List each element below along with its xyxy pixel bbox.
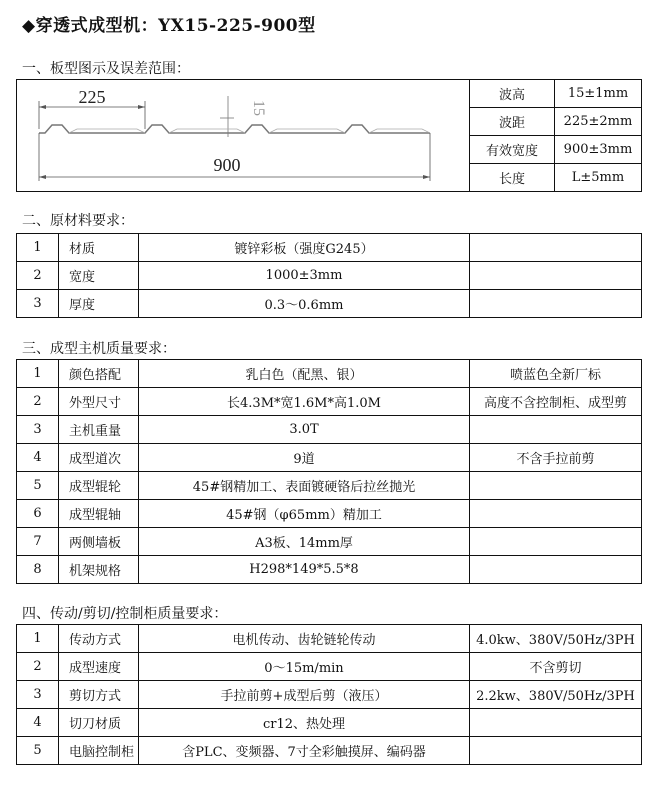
item-note <box>470 737 642 765</box>
item-note: 4.0kw、380V/50Hz/3PH <box>470 625 642 653</box>
item-value: 含PLC、变频器、7寸全彩触摸屏、编码器 <box>139 737 470 765</box>
row-number: 4 <box>17 709 59 737</box>
item-name: 机架规格 <box>59 556 139 584</box>
table-row <box>17 360 642 388</box>
profile-param-name: 波高 <box>470 80 555 108</box>
row-number: 6 <box>17 500 59 528</box>
item-value: 0.3～0.6mm <box>139 290 470 318</box>
item-name: 外型尺寸 <box>59 388 139 416</box>
item-note: 不含剪切 <box>470 653 642 681</box>
item-value: 1000±3mm <box>139 262 470 290</box>
table-row <box>17 625 642 653</box>
item-name: 成型道次 <box>59 444 139 472</box>
item-note: 不含手拉前剪 <box>470 444 642 472</box>
row-number: 3 <box>17 290 59 318</box>
item-note: 喷蓝色全新厂标 <box>470 360 642 388</box>
table-row <box>17 472 642 500</box>
item-name: 成型速度 <box>59 653 139 681</box>
section-title-materials: 二、原材料要求： <box>22 213 134 229</box>
row-number: 3 <box>17 681 59 709</box>
item-name: 厚度 <box>59 290 139 318</box>
table-row <box>17 444 642 472</box>
item-note <box>470 709 642 737</box>
profile-drawing-cell <box>17 80 470 192</box>
item-value: 9道 <box>139 444 470 472</box>
drive-table <box>16 624 642 765</box>
profile-param-value: 225±2mm <box>555 108 642 136</box>
section-title-profile: 一、板型图示及误差范围： <box>22 61 190 77</box>
item-value: 镀锌彩板（强度G245） <box>139 234 470 262</box>
item-value: 3.0T <box>139 416 470 444</box>
section-title-main-machine: 三、成型主机质量要求： <box>22 341 176 357</box>
profile-param-name: 长度 <box>470 164 555 192</box>
table-row <box>17 653 642 681</box>
row-number: 1 <box>17 360 59 388</box>
table-row <box>17 528 642 556</box>
materials-table <box>16 233 642 318</box>
item-name: 主机重量 <box>59 416 139 444</box>
table-row <box>17 262 642 290</box>
table-row <box>17 416 642 444</box>
item-name: 传动方式 <box>59 625 139 653</box>
item-value: 45#钢精加工、表面镀硬铬后拉丝抛光 <box>139 472 470 500</box>
item-name: 宽度 <box>59 262 139 290</box>
item-value: 45#钢（φ65mm）精加工 <box>139 500 470 528</box>
pitch-dimension-label: 225 <box>78 86 106 107</box>
table-row <box>17 681 642 709</box>
section-title-drive: 四、传动/剪切/控制柜质量要求： <box>22 606 228 622</box>
main-machine-table <box>16 359 642 584</box>
item-note <box>470 416 642 444</box>
item-name: 切刀材质 <box>59 709 139 737</box>
row-number: 2 <box>17 262 59 290</box>
item-name: 材质 <box>59 234 139 262</box>
item-note <box>470 528 642 556</box>
item-name: 成型辊轴 <box>59 500 139 528</box>
row-number: 4 <box>17 444 59 472</box>
width-dimension-label: 900 <box>213 154 241 175</box>
item-value: cr12、热处理 <box>139 709 470 737</box>
item-value: 手拉前剪+成型后剪（液压） <box>139 681 470 709</box>
item-value: 0～15m/min <box>139 653 470 681</box>
item-value: 长4.3M*宽1.6M*高1.0M <box>139 388 470 416</box>
item-value: A3板、14mm厚 <box>139 528 470 556</box>
profile-param-value: 900±3mm <box>555 136 642 164</box>
row-number: 1 <box>17 625 59 653</box>
table-row <box>17 80 642 108</box>
profile-drawing <box>17 81 469 191</box>
table-row <box>17 709 642 737</box>
table-row <box>17 737 642 765</box>
row-number: 1 <box>17 234 59 262</box>
item-value: 乳白色（配黑、银） <box>139 360 470 388</box>
item-name: 颜色搭配 <box>59 360 139 388</box>
item-name: 成型辊轮 <box>59 472 139 500</box>
height-dimension-label: 15 <box>250 99 267 116</box>
page-title: ◆穿透式成型机：YX15-225-900型 <box>22 16 316 36</box>
row-number: 5 <box>17 737 59 765</box>
row-number: 8 <box>17 556 59 584</box>
item-value: 电机传动、齿轮链轮传动 <box>139 625 470 653</box>
row-number: 3 <box>17 416 59 444</box>
profile-spec-table <box>16 79 642 192</box>
item-note: 2.2kw、380V/50Hz/3PH <box>470 681 642 709</box>
item-note: 高度不含控制柜、成型剪 <box>470 388 642 416</box>
item-name: 两侧墙板 <box>59 528 139 556</box>
row-number: 2 <box>17 653 59 681</box>
profile-param-name: 波距 <box>470 108 555 136</box>
table-row <box>17 388 642 416</box>
item-value: H298*149*5.5*8 <box>139 556 470 584</box>
item-note <box>470 234 642 262</box>
item-name: 剪切方式 <box>59 681 139 709</box>
profile-param-value: L±5mm <box>555 164 642 192</box>
table-row <box>17 500 642 528</box>
item-name: 电脑控制柜 <box>59 737 139 765</box>
profile-param-value: 15±1mm <box>555 80 642 108</box>
table-row <box>17 234 642 262</box>
row-number: 7 <box>17 528 59 556</box>
profile-param-name: 有效宽度 <box>470 136 555 164</box>
table-row <box>17 556 642 584</box>
row-number: 2 <box>17 388 59 416</box>
item-note <box>470 556 642 584</box>
row-number: 5 <box>17 472 59 500</box>
table-row <box>17 290 642 318</box>
item-note <box>470 290 642 318</box>
item-note <box>470 500 642 528</box>
item-note <box>470 472 642 500</box>
item-note <box>470 262 642 290</box>
